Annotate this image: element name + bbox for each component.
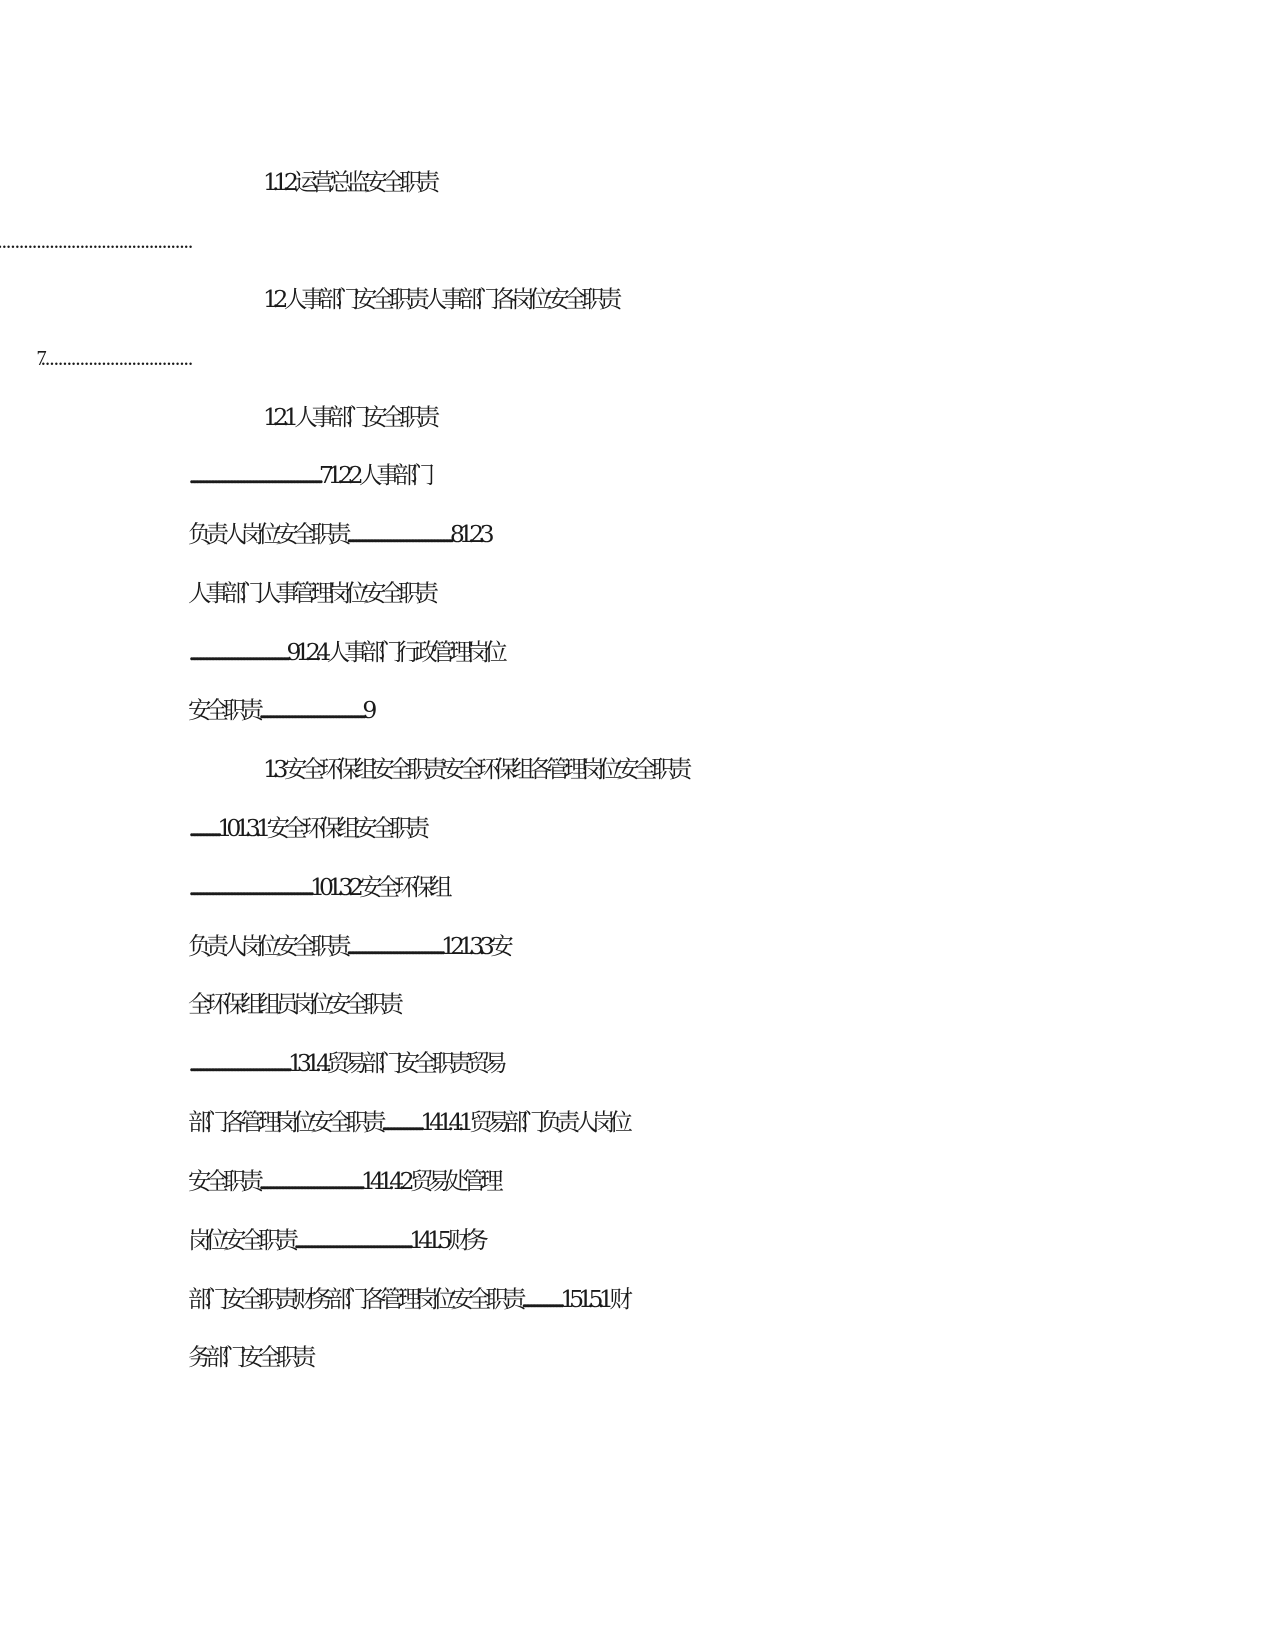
toc-line-14: 负责人岗位安全职责.................................................................121.3.3 安 — [188, 932, 508, 960]
toc-line-12: ....................101.3.1 安全环保组安全职责 — [188, 814, 425, 842]
toc-line-16: ....................................................................131.4.贸易部门安全职责贸易 — [188, 1049, 502, 1077]
toc-line-21: 务部门安全职责 — [188, 1343, 311, 1371]
toc-line-13: ...................................................................................101.3.2 安全环保组 — [188, 873, 447, 901]
toc-line-15: 全环保组组员岗位安全职责 — [188, 990, 398, 1018]
toc-line-11: 1.3 安全环保组安全职责安全环保组各管理岗位安全职责 — [263, 755, 687, 783]
toc-line-6: .........................................................................................71.2.2 人事部门 — [188, 461, 430, 489]
toc-line-19: 岗位安全职责...............................................................................141.5 财务 — [188, 1226, 483, 1254]
toc-line-10: 安全职责.......................................................................9 — [188, 696, 372, 724]
toc-line-2 — [188, 226, 1088, 258]
toc-line-3: 1.2 人事部门安全职责人事部门各岗位安全职责 — [263, 285, 617, 313]
toc-line-7: 负责人岗位安全职责.......................................................................81.2.3 — [188, 520, 489, 548]
toc-line-20: 部门安全职责财务部门各管理岗位安全职责...........................151.5.1 财 — [188, 1285, 627, 1313]
toc-line-5: 1.2.1 人事部门安全职责 — [263, 403, 435, 431]
toc-line-18: 安全职责......................................................................141.4.2 贸易处管理 — [188, 1167, 498, 1195]
toc-line-8: 人事部门人事管理岗位安全职责 — [188, 579, 433, 607]
toc-line-1: 1.1.2 运营总监安全职责 — [263, 168, 435, 196]
toc-line-4 — [188, 343, 1088, 375]
toc-line-9: ...................................................................91.2.4 人事部门行政管理岗位 — [188, 638, 502, 666]
toc-line-17: 部门各管理岗位安全职责...........................141.4.1 贸易部门负责人岗位 — [188, 1108, 627, 1136]
